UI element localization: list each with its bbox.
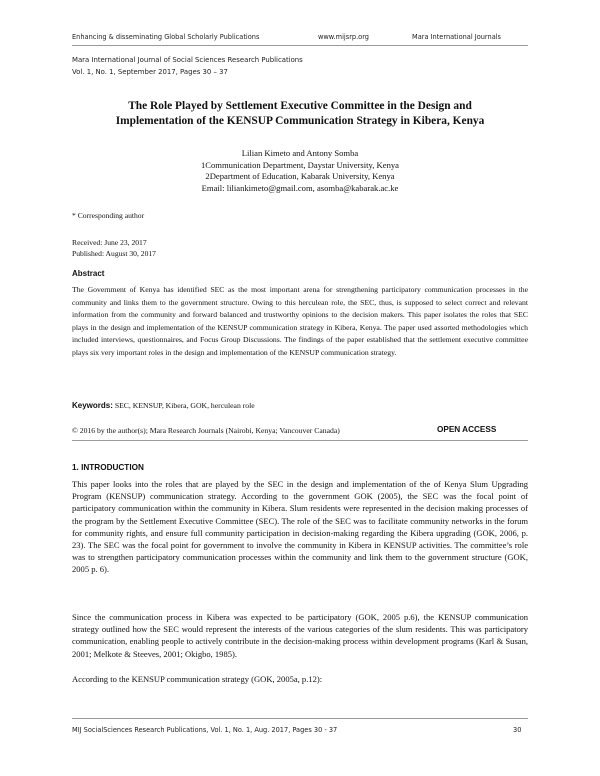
- received-date: Received: June 23, 2017: [72, 238, 147, 247]
- keywords-label: Keywords:: [72, 401, 113, 410]
- author-block: [72, 148, 528, 194]
- footer-divider: [72, 718, 528, 719]
- introduction-paragraph-2: Since the communication process in Kibera was expected to be participatory (GOK, 2005 p.6), the KENSUP communication strategy outlined how the SEC would represent the interests of the various categories of the slum residents. This was participatory communication, enabling people to actively contribute in the decision-making process within development programs (Karl & Susan, 2001; Melkote & Steeves, 2001; Okigbo, 1985).: [72, 612, 528, 659]
- journal-name: Mara International Journal of Social Sciences Research Publications: [72, 56, 303, 64]
- abstract-text: The Government of Kenya has identified SEC as the most important arena for strengthening participatory communication processes in the community and links them to the government structure. Owing to this herculean role, the SEC, thus, is supposed to select correct and relevant information from the community and forward balanced and trustworthy opinions to the decision makers. This paper isolates the roles that SEC plays in the design and implementation of the KENSUP communication strategy in Kibera, Kenya. The paper used assorted methodologies which included interviews, questionnaires, and Focus Group Discussions. The findings of the paper established that the settlement executive committee plays six very important roles in the design and implementation of the KENSUP communication strategy.: [72, 285, 528, 357]
- authors: Lilian Kimeto and Antony Somba: [241, 148, 359, 158]
- published-date: Published: August 30, 2017: [72, 249, 156, 258]
- page-number: 30: [513, 726, 522, 734]
- copyright-notice: © 2016 by the author(s); Mara Research Journals (Nairobi, Kenya; Vancouver Canada): [72, 426, 340, 435]
- introduction-heading: 1. INTRODUCTION: [72, 463, 144, 472]
- keywords-line: [72, 401, 255, 410]
- paper-title-line-2: Implementation of the KENSUP Communication Strategy in Kibera, Kenya: [115, 115, 485, 127]
- affiliation-2: 2Department of Education, Kabarak University, Kenya: [205, 171, 395, 181]
- journal-issue: Vol. 1, No. 1, September 2017, Pages 30 – 37: [72, 68, 228, 76]
- introduction-paragraph-3: According to the KENSUP communication strategy (GOK, 2005a, p.12):: [72, 674, 323, 684]
- open-access-badge: OPEN ACCESS: [437, 425, 497, 434]
- corresponding-author: * Corresponding author: [72, 211, 145, 220]
- header-divider: [72, 45, 528, 46]
- affiliation-1: 1Communication Department, Daystar University, Kenya: [200, 159, 399, 170]
- abstract-heading: Abstract: [72, 269, 105, 278]
- author-email[interactable]: Email: liliankimeto@gmail.com, asomba@kabarak.ac.ke: [201, 182, 399, 193]
- running-header-url[interactable]: www.mijsrp.org: [318, 33, 369, 41]
- footer-citation: MIJ SocialSciences Research Publications, Vol. 1, No. 1, Aug. 2017, Pages 30 - 37: [72, 726, 338, 734]
- paper-title-line-1: The Role Played by Settlement Executive Committee in the Design and: [128, 100, 472, 112]
- introduction-paragraph-1: This paper looks into the roles that are played by the SEC in the design and implementation of the of Kenya Slum Upgrading Program (KENSUP) communication strategy. According to the government GOK (2005), the SEC was the focal point of participatory communication within the community in Kibera. Slum residents were represented in the decision making processes of the program by the Settlement Executive Committee (SEC). The role of the SEC was to facilitate community networks in the forum for community rights, and ensure full community participation in decision-making regarding the Kibera upgrading (GOK, 2006, p. 23). The SEC was the focal point for government to involve the community in Kibera in KENSUP activities. The committee’s role was to strengthen participatory communication processes within the community and link them to the government structure (GOK, 2005 p. 6).: [72, 479, 528, 575]
- running-header-right: Mara International Journals: [412, 33, 501, 41]
- running-header-left: Enhancing & disseminating Global Scholarly Publications: [72, 33, 260, 41]
- copyright-divider: [72, 440, 528, 441]
- keywords-text: SEC, KENSUP, Kibera, GOK, herculean role: [114, 401, 255, 410]
